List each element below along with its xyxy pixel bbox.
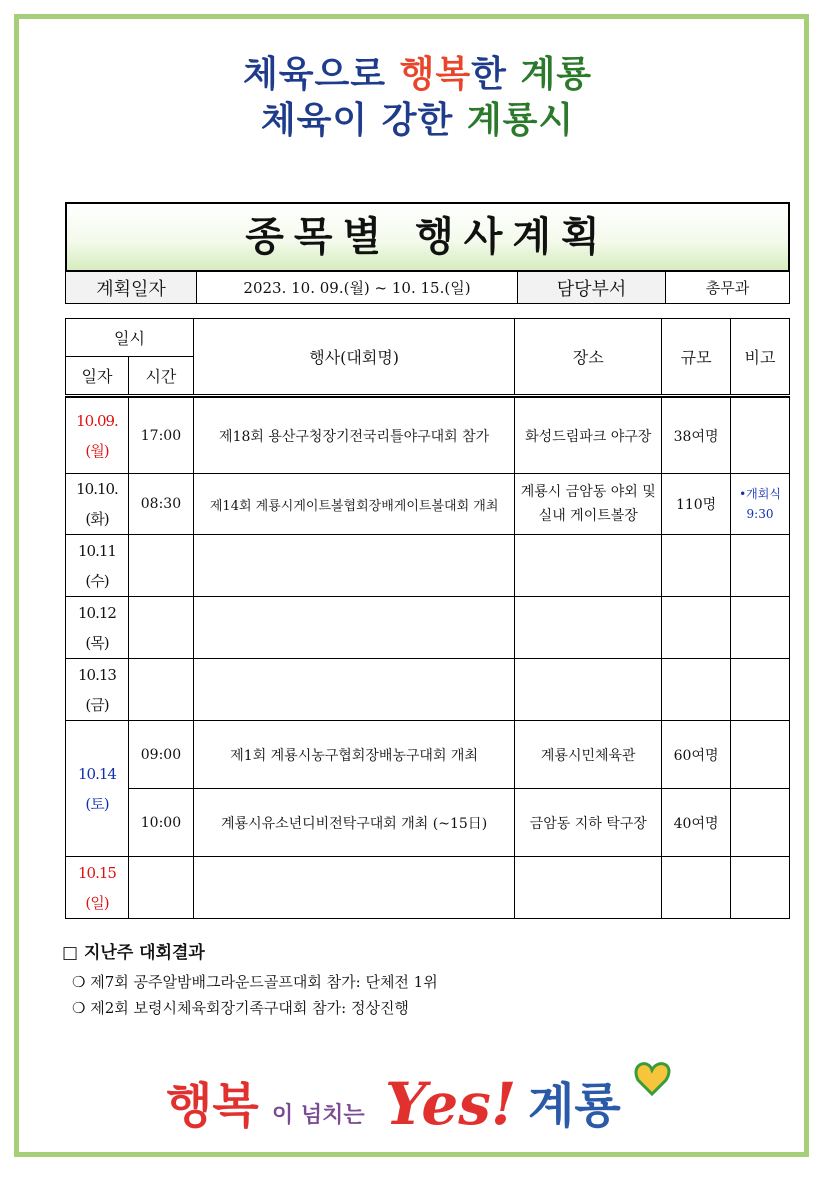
header-note: 비고	[731, 319, 790, 396]
table-row	[66, 721, 790, 789]
time-cell: 10:00	[128, 789, 193, 857]
note-cell	[731, 398, 790, 474]
heart-icon	[636, 1064, 669, 1094]
header-event: 행사(대회명)	[193, 319, 514, 396]
event-cell	[193, 597, 514, 659]
place-cell	[515, 659, 662, 721]
note-cell	[731, 659, 790, 721]
scale-cell	[662, 597, 731, 659]
header-scale: 규모	[662, 319, 731, 396]
table-row	[66, 398, 790, 474]
date-cell: 10.12 (목)	[66, 597, 129, 659]
scale-cell	[662, 857, 731, 919]
svg-text:계룡: 계룡	[528, 1078, 621, 1134]
place-cell: 화성드림파크 야구장	[515, 398, 662, 474]
svg-text:이 넘치는: 이 넘치는	[272, 1103, 365, 1128]
last-week-results	[62, 938, 438, 1023]
plan-date-label: 계획일자	[66, 272, 197, 304]
event-cell	[193, 535, 514, 597]
time-cell: 17:00	[128, 398, 193, 474]
date-cell: 10.09. (월)	[66, 398, 129, 474]
event-cell: 제14회 계룡시게이트볼협회장배게이트볼대회 개최	[193, 474, 514, 535]
note-cell	[731, 597, 790, 659]
date-cell: 10.11 (수)	[66, 535, 129, 597]
date-cell: 10.13 (금)	[66, 659, 129, 721]
result-item: ❍ 제2회 보령시체육회장기족구대회 참가: 정상진행	[72, 999, 409, 1017]
header-date: 일자	[66, 357, 129, 396]
date-cell: 10.14 (토)	[66, 721, 129, 857]
gyeryong-yes-logo	[160, 1050, 680, 1140]
header-datetime: 일시	[66, 319, 194, 357]
time-cell	[128, 659, 193, 721]
header-place: 장소	[515, 319, 662, 396]
event-cell: 계룡시유소년디비전탁구대회 개최 (~15日)	[193, 789, 514, 857]
note-cell	[731, 789, 790, 857]
slogan-line-2: 체육이 강한 계룡시	[260, 99, 575, 141]
table-row	[66, 597, 790, 659]
event-cell: 제18회 용산구청장기전국리틀야구대회 참가	[193, 398, 514, 474]
scale-cell	[662, 659, 731, 721]
place-cell	[515, 597, 662, 659]
event-schedule-table	[65, 318, 790, 919]
table-row	[66, 535, 790, 597]
scale-cell	[662, 535, 731, 597]
dept-label: 담당부서	[518, 272, 666, 304]
note-cell	[731, 535, 790, 597]
date-cell: 10.15 (일)	[66, 857, 129, 919]
date-cell: 10.10. (화)	[66, 474, 129, 535]
table-row	[66, 474, 790, 535]
dept-value: 총무과	[666, 272, 790, 304]
plan-info-table	[65, 271, 790, 304]
event-cell: 제1회 계룡시농구협회장배농구대회 개최	[193, 721, 514, 789]
results-heading: □ 지난주 대회결과	[62, 943, 205, 963]
place-cell	[515, 857, 662, 919]
svg-text:Yes!: Yes!	[385, 1070, 517, 1138]
time-cell	[128, 597, 193, 659]
scale-cell: 38여명	[662, 398, 731, 474]
note-cell: •개회식 9:30	[731, 474, 790, 535]
plan-date-value: 2023. 10. 09.(월) ~ 10. 15.(일)	[197, 272, 518, 304]
event-cell	[193, 659, 514, 721]
place-cell: 계룡시 금암동 야외 및 실내 게이트볼장	[515, 474, 662, 535]
result-item: ❍ 제7회 공주알밤배그라운드골프대회 참가: 단체전 1위	[72, 973, 438, 991]
event-cell	[193, 857, 514, 919]
time-cell	[128, 535, 193, 597]
table-row	[66, 857, 790, 919]
time-cell: 09:00	[128, 721, 193, 789]
scale-cell: 40여명	[662, 789, 731, 857]
slogan-line-1: 체육으로 행복한 계룡	[242, 53, 593, 95]
document-title: 종목별 행사계획	[65, 202, 790, 272]
header-time: 시간	[128, 357, 193, 396]
scale-cell: 110명	[662, 474, 731, 535]
scale-cell: 60여명	[662, 721, 731, 789]
place-cell: 계룡시민체육관	[515, 721, 662, 789]
place-cell: 금암동 지하 탁구장	[515, 789, 662, 857]
table-row	[66, 659, 790, 721]
table-row	[66, 789, 790, 857]
time-cell: 08:30	[128, 474, 193, 535]
time-cell	[128, 857, 193, 919]
place-cell	[515, 535, 662, 597]
note-cell	[731, 857, 790, 919]
note-cell	[731, 721, 790, 789]
svg-text:행복: 행복	[166, 1078, 259, 1134]
